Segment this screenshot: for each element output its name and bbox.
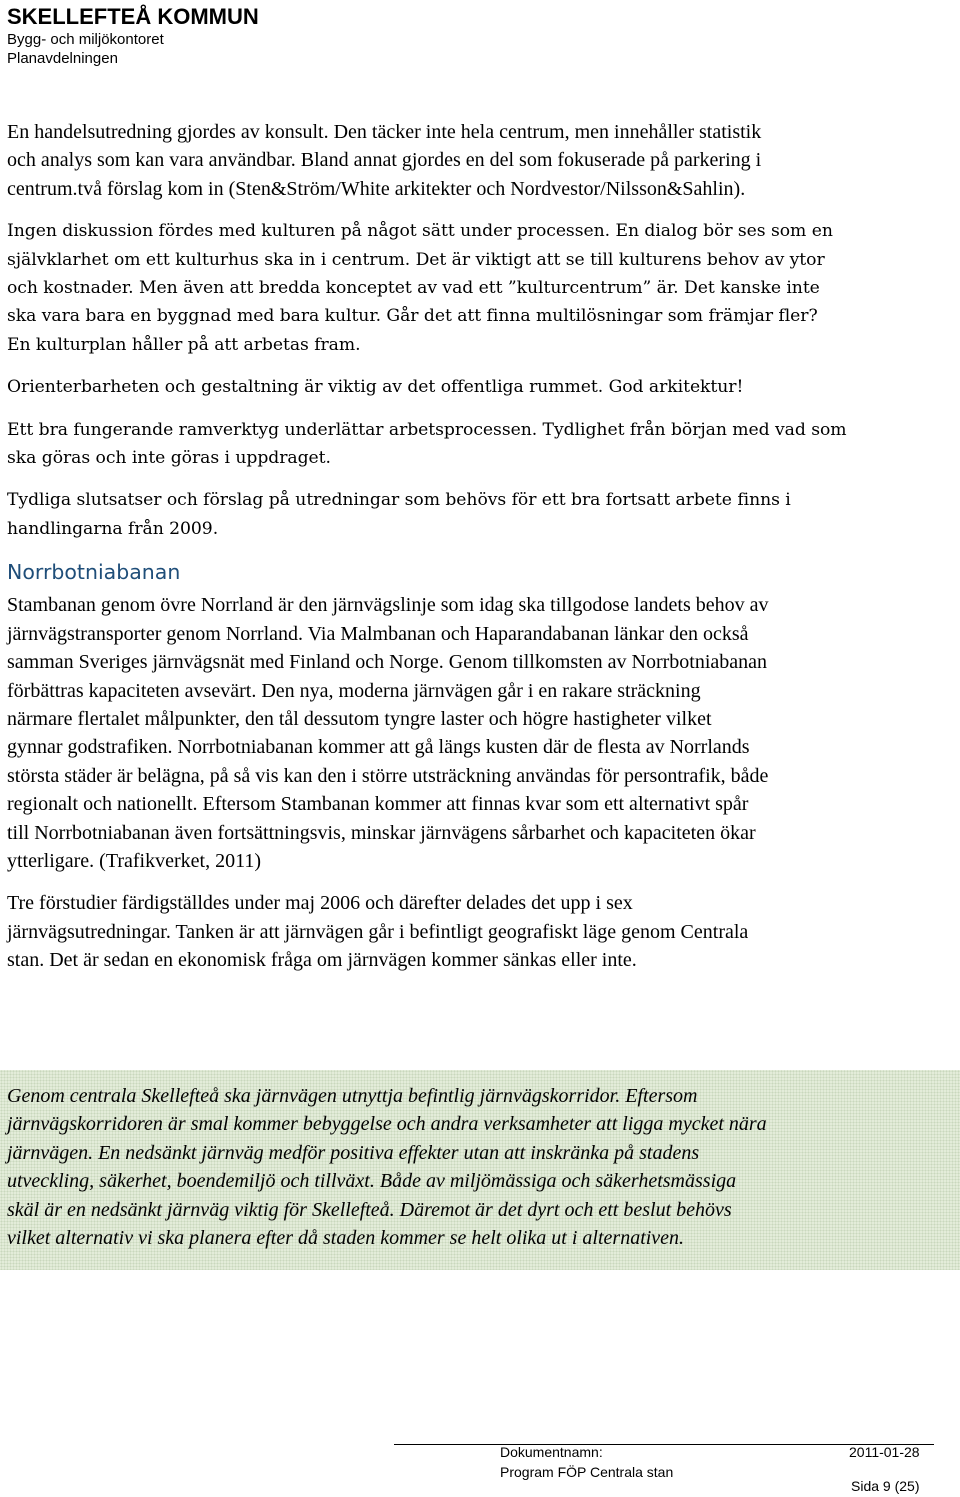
paragraph-slutsatser xyxy=(7,486,947,543)
paragraph-kultur xyxy=(7,217,947,359)
text-line: ska vara bara en byggnad med bara kultur. Går det att finna multilösningar som främjar fler? xyxy=(7,306,818,327)
text-line: järnvägskorridoren är smal kommer bebyggelse och andra verksamheter att ligga mycket nära xyxy=(7,1113,767,1136)
footer-doc-label: Dokumentnamn: xyxy=(500,1444,603,1460)
text-line: centrum.två förslag kom in (Sten&Ström/White arkitekter och Nordvestor/Nilsson&Sahlin). xyxy=(7,177,746,200)
highlighted-conclusion-text xyxy=(7,1082,767,1252)
text-line: Ingen diskussion fördes med kulturen på något sätt under processen. En dialog bör ses som en xyxy=(7,221,833,242)
document-body xyxy=(7,118,947,989)
text-line: största städer är belägna, på så vis kan den i större utsträckning användas för persontrafik, både xyxy=(7,764,769,787)
paragraph-forstudier xyxy=(7,889,947,974)
document-header xyxy=(7,4,259,68)
paragraph-stambanan xyxy=(7,591,947,875)
text-line: och analys som kan vara användbar. Bland annat gjordes en del som fokuserade på parkering i xyxy=(7,149,762,172)
footer-page-number: Sida 9 (25) xyxy=(851,1478,920,1494)
text-line: stan. Det är sedan en ekonomisk fråga om järnvägen kommer sänkas eller inte. xyxy=(7,949,637,972)
department-name: Bygg- och miljökontoret xyxy=(7,31,164,48)
text-line: samman Sveriges järnvägsnät med Finland och Norge. Genom tillkomsten av Norrbotniabanan xyxy=(7,651,768,674)
text-line: utveckling, säkerhet, boendemiljö och tillväxt. Både av miljömässiga och säkerhetsmässiga xyxy=(7,1170,737,1193)
text-line: och kostnader. Men även att bredda konceptet av vad ett ”kulturcentrum” är. Det kanske inte xyxy=(7,278,820,299)
text-line: till Norrbotniabanan även fortsättningsvis, minskar järnvägens sårbarhet och kapaciteten ökar xyxy=(7,821,756,844)
text-line: ytterligare. (Trafikverket, 2011) xyxy=(7,849,261,872)
text-line: järnvägsutredningar. Tanken är att järnvägen går i befintligt geografiskt läge genom Centrala xyxy=(7,920,749,943)
text-line: självklarhet om ett kulturhus ska in i centrum. Det är viktigt att se till kulturens behov av ytor xyxy=(7,249,825,270)
text-line: järnvägen. En nedsänkt järnväg medför positiva effekter utan att inskränka på stadens xyxy=(7,1141,700,1164)
text-line: vilket alternativ vi ska planera efter då staden kommer se helt olika ut i alternativen. xyxy=(7,1227,685,1250)
text-line: Orienterbarheten och gestaltning är viktig av det offentliga rummet. God arkitektur! xyxy=(7,377,744,398)
text-line: gynnar godstrafiken. Norrbotniabanan kommer att gå längs kusten där de flesta av Norrlands xyxy=(7,736,750,759)
section-heading: Norrbotniabanan xyxy=(7,560,181,585)
paragraph-orienterbarhet xyxy=(7,373,947,401)
text-line: närmare flertalet målpunkter, den tål dessutom tyngre laster och högre hastigheter vilket xyxy=(7,707,712,730)
text-line: ska göras och inte göras i uppdraget. xyxy=(7,448,331,469)
text-line: Stambanan genom övre Norrland är den järnvägslinje som idag ska tillgodose landets behov av xyxy=(7,594,769,617)
footer-date: 2011-01-28 xyxy=(849,1444,920,1460)
text-line: Tre förstudier färdigställdes under maj 2006 och därefter delades det upp i sex xyxy=(7,892,633,915)
text-line: handlingarna från 2009. xyxy=(7,518,219,539)
text-line: skäl är en nedsänkt järnväg viktig för Skellefteå. Däremot är det dyrt och ett beslut behövs xyxy=(7,1198,732,1221)
text-line: förbättras kapaciteten avsevärt. Den nya, moderna järnvägen går i en rakare sträckning xyxy=(7,679,701,702)
text-line: En kulturplan håller på att arbetas fram. xyxy=(7,334,361,355)
text-line: Tydliga slutsatser och förslag på utredningar som behövs för ett bra fortsatt arbete finns i xyxy=(7,490,791,511)
text-line: Genom centrala Skellefteå ska järnvägen utnyttja befintlig järnvägskorridor. Eftersom xyxy=(7,1085,698,1107)
paragraph-handelsutredning xyxy=(7,118,947,203)
text-line: En handelsutredning gjordes av konsult. Den täcker inte hela centrum, men innehåller statistik xyxy=(7,121,762,143)
paragraph-ramverktyg xyxy=(7,416,947,473)
highlighted-conclusion-box xyxy=(0,1070,960,1270)
division-name: Planavdelningen xyxy=(7,50,118,67)
footer-doc-name: Program FÖP Centrala stan xyxy=(500,1464,674,1480)
text-line: Ett bra fungerande ramverktyg underlättar arbetsprocessen. Tydlighet från början med vad som xyxy=(7,419,847,440)
organization-name: SKELLEFTEÅ KOMMUN xyxy=(7,4,259,29)
text-line: järnvägstransporter genom Norrland. Via Malmbanan och Haparandabanan länkar den också xyxy=(7,622,749,645)
text-line: regionalt och nationellt. Eftersom Stambanan kommer att finnas kvar som ett alternativt spår xyxy=(7,793,749,816)
